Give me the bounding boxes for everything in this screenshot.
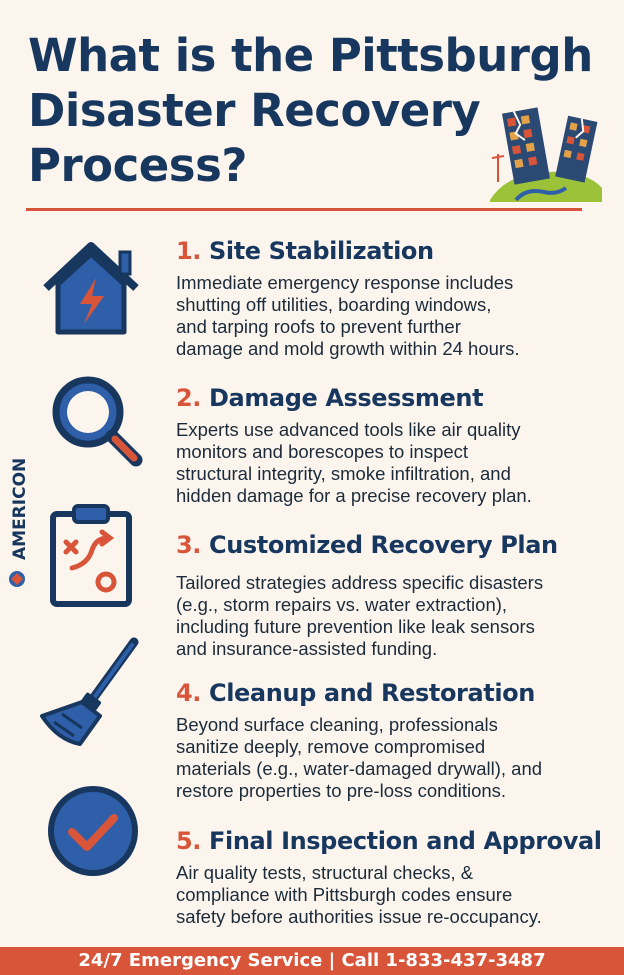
step-2-number: 2.	[176, 384, 202, 412]
americon-logo-icon	[4, 440, 30, 590]
step-2-line: Experts use advanced tools like air quality	[176, 419, 521, 440]
step-3-description	[176, 572, 616, 660]
step-4-number: 4.	[176, 679, 202, 707]
step-2-description	[176, 419, 616, 507]
title-line-2: Disaster Recovery	[28, 84, 481, 137]
step-4-line: materials (e.g., water-damaged drywall), and	[176, 758, 543, 779]
title-divider	[26, 208, 582, 211]
step-4-heading	[176, 678, 616, 708]
step-4-line: restore properties to pre-loss conditions.	[176, 780, 507, 801]
step-1-line: and tarping roofs to prevent further	[176, 316, 461, 337]
step-1-title: Site Stabilization	[209, 237, 434, 265]
footer-banner	[0, 947, 624, 975]
step-5-line: compliance with Pittsburgh codes ensure	[176, 884, 513, 905]
step-3-line: Tailored strategies address specific disasters	[176, 572, 544, 593]
magnifier-icon	[48, 372, 146, 470]
step-2-title: Damage Assessment	[209, 384, 484, 412]
step-4-title: Cleanup and Restoration	[209, 679, 535, 707]
step-1-line: damage and mold growth within 24 hours.	[176, 338, 520, 359]
step-3-title: Customized Recovery Plan	[209, 531, 558, 559]
step-3-line: (e.g., storm repairs vs. water extraction),	[176, 594, 508, 615]
broom-icon	[38, 636, 142, 748]
step-1-line: Immediate emergency response includes	[176, 272, 514, 293]
step-1-description	[176, 272, 616, 360]
brand-logo	[4, 440, 30, 590]
step-1-number: 1.	[176, 237, 202, 265]
step-5-line: Air quality tests, structural checks, &	[176, 862, 474, 883]
step-3-number: 3.	[176, 531, 202, 559]
brand-name: AMERICON	[10, 457, 30, 560]
step-2-line: structural integrity, smoke infiltration, and	[176, 463, 511, 484]
step-5-number: 5.	[176, 827, 202, 855]
step-5-line: safety before authorities issue re-occupancy.	[176, 906, 542, 927]
step-5	[176, 826, 616, 928]
step-3	[176, 530, 616, 660]
step-3-line: and insurance-assisted funding.	[176, 638, 438, 659]
step-5-description	[176, 862, 616, 928]
title-line-1: What is the Pittsburgh	[28, 29, 593, 82]
step-3-heading	[176, 530, 616, 560]
step-2-line: hidden damage for a precise recovery plan.	[176, 485, 532, 506]
step-1-heading	[176, 236, 616, 266]
step-1-line: shutting off utilities, boarding windows,	[176, 294, 492, 315]
step-4-description	[176, 714, 616, 802]
step-4-line: Beyond surface cleaning, professionals	[176, 714, 498, 735]
house-lightning-icon	[40, 238, 142, 338]
title-line-3: Process?	[28, 139, 247, 192]
step-1	[176, 236, 616, 360]
step-5-heading	[176, 826, 616, 856]
step-2-heading	[176, 383, 616, 413]
step-2-line: monitors and borescopes to inspect	[176, 441, 469, 462]
checkmark-circle-icon	[46, 784, 140, 878]
step-4	[176, 678, 616, 802]
damaged-buildings-illustration	[486, 96, 606, 206]
step-2	[176, 383, 616, 507]
step-5-title: Final Inspection and Approval	[209, 827, 602, 855]
step-3-line: including future prevention like leak sensors	[176, 616, 535, 637]
emergency-call-text[interactable]: 24/7 Emergency Service | Call 1-833-437-3487	[78, 950, 546, 971]
step-4-line: sanitize deeply, remove compromised	[176, 736, 486, 757]
clipboard-plan-icon	[48, 502, 134, 608]
